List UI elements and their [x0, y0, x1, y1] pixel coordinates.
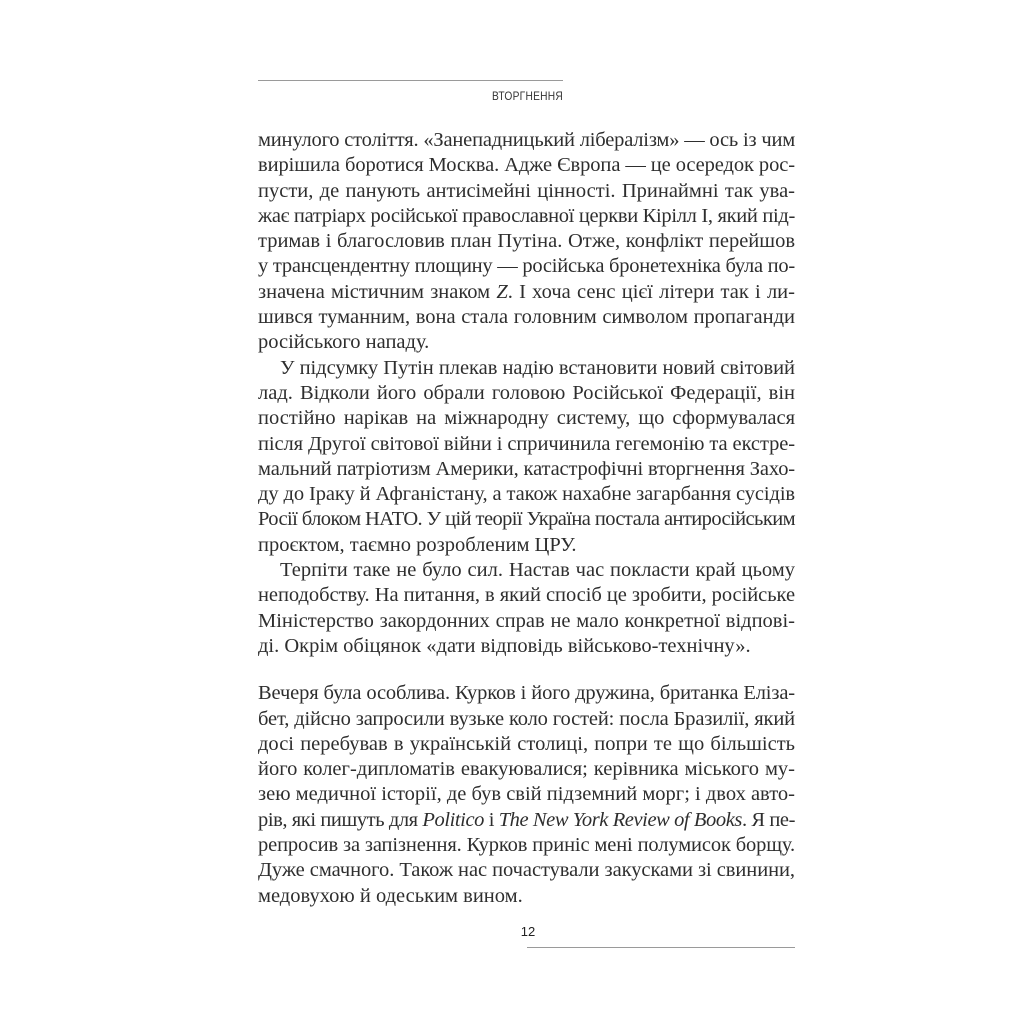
header-rule: [258, 80, 563, 81]
text-segment: Вечеря була особлива. Курков і його дружина, британка Еліза-: [258, 682, 795, 705]
text-line: [258, 858, 795, 883]
text-line: [258, 330, 795, 355]
text-line: [258, 482, 795, 507]
text-segment: Терпіти таке не було сил. Настав час покласти край цьому: [280, 559, 795, 582]
text-segment: лад. Відколи його обрали головою Російської Федерації, він: [258, 381, 795, 404]
text-line: [258, 634, 795, 659]
text-segment: у трансцендентну площину — російська бронетехніка була по-: [258, 255, 795, 278]
text-segment: його колег-дипломатів евакуювалися; керівника міського му-: [258, 758, 795, 781]
text-line: [258, 707, 795, 732]
text-line: [258, 204, 795, 229]
text-line: [258, 808, 795, 833]
text-line: [258, 732, 795, 757]
text-segment: тримав і благословив план Путіна. Отже, конфлікт перейшов: [258, 230, 795, 253]
text-segment: медовухою й одеським вином.: [258, 884, 523, 907]
text-line: [258, 681, 795, 706]
running-head: ВТОРГНЕННЯ: [492, 89, 563, 103]
text-segment: після Другої світової війни і спричинила гегемонію та екстре-: [258, 432, 795, 455]
text-line: [258, 179, 795, 204]
text-segment: бет, дійсно запросили вузьке коло гостей: посла Бразилії, який: [258, 707, 795, 730]
text-segment: ді. Окрім обіцянок «дати відповідь військово-технічну».: [258, 634, 751, 657]
text-line: [258, 128, 795, 153]
text-line: [258, 381, 795, 406]
text-line: [258, 457, 795, 482]
text-segment: шився туманним, вона стала головним символом пропаганди: [258, 306, 795, 329]
text-line: [258, 884, 795, 909]
text-segment: неподобству. На питання, в який спосіб це зробити, російське: [258, 584, 795, 607]
text-line: [258, 280, 795, 305]
text-segment: мальний патріотизм Америки, катастрофічні вторгнення Захо-: [258, 457, 795, 480]
body-text: [258, 128, 795, 909]
text-line: [258, 782, 795, 807]
text-segment: значена містичним знаком: [258, 280, 497, 303]
text-segment: російського нападу.: [258, 331, 430, 354]
text-segment: У підсумку Путін плекав надію встановити новий світовий: [280, 356, 795, 379]
paragraph: [258, 681, 795, 909]
text-line: [258, 432, 795, 457]
text-line: [258, 533, 795, 558]
italic-text: Politico: [422, 808, 484, 831]
text-line: [258, 558, 795, 583]
page-number: 12: [520, 924, 536, 939]
text-segment: проєктом, таємно розробленим ЦРУ.: [258, 533, 577, 556]
text-line: [258, 254, 795, 279]
text-line: [258, 833, 795, 858]
text-segment: Міністерство закордонних справ не мало конкретної відпові-: [258, 609, 795, 632]
text-line: [258, 305, 795, 330]
text-segment: пусти, де панують антисімейні цінності. Принаймні так ува-: [258, 179, 795, 202]
text-line: [258, 229, 795, 254]
text-segment: репросив за запізнення. Курков приніс мені полумисок борщу.: [258, 834, 795, 857]
text-line: [258, 406, 795, 431]
paragraph: [258, 356, 795, 558]
paragraph: [258, 128, 795, 356]
italic-text: Z: [496, 280, 508, 303]
text-segment: Росії блоком НАТО. У цій теорії Україна постала антиросійським: [258, 508, 795, 531]
text-segment: зею медичної історії, де був свій підземний морг; і двох авто-: [258, 783, 795, 806]
text-line: [258, 609, 795, 634]
text-segment: досі перебував в українській столиці, попри те що більшість: [258, 732, 795, 755]
text-line: [258, 356, 795, 381]
paragraph: [258, 558, 795, 659]
text-line: [258, 583, 795, 608]
text-line: [258, 507, 795, 532]
text-segment: вирішила боротися Москва. Адже Європа — це осередок роc-: [258, 154, 795, 177]
text-segment: постійно нарікав на міжнародну систему, що сформувалася: [258, 407, 795, 430]
text-segment: минулого століття. «Занепадницький лібералізм» — ось із чим: [258, 129, 795, 151]
text-segment: і: [483, 808, 499, 831]
text-segment: ду до Іраку й Афганістану, а також нахабне загарбання сусідів: [258, 483, 795, 506]
text-segment: Дуже смачного. Також нас почастували закусками зі свинини,: [258, 859, 795, 882]
footer-rule: [527, 947, 795, 948]
text-segment: жає патріарх російської православної церкви Кірілл I, який під-: [258, 204, 795, 227]
text-segment: . І хоча сенс цієї літери так і ли-: [507, 280, 795, 303]
text-line: [258, 757, 795, 782]
text-line: [258, 153, 795, 178]
italic-text: The New York Review of Books: [498, 808, 742, 831]
text-segment: . Я пе-: [741, 808, 795, 831]
text-segment: рів, які пишуть для: [258, 808, 423, 831]
